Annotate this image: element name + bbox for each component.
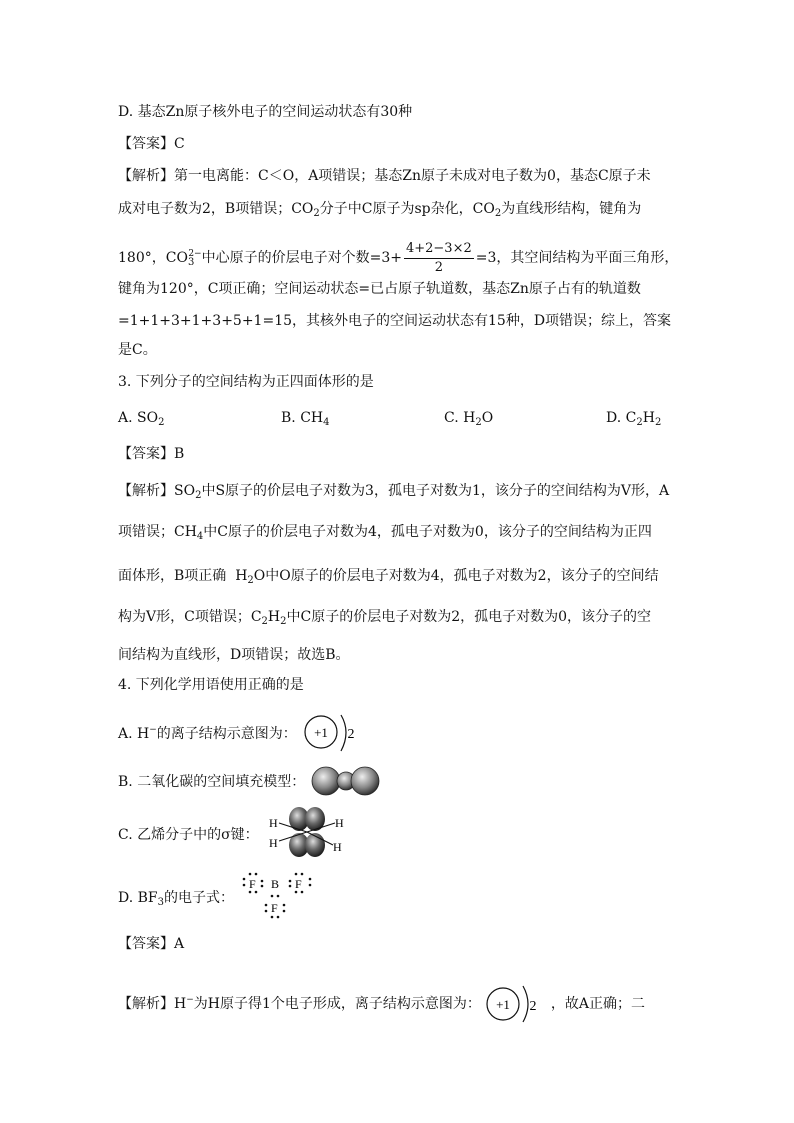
q3-explanation-line2: 项错误；$CH_4$中C原子的价层电子对数为4，孤电子对数为0，该分子的空间结构为正四 bbox=[118, 524, 652, 542]
q2-explanation-line4: 键角为120°，C项正确；空间运动状态=已占原子轨道数，基态Zn原子占有的轨道数 bbox=[118, 281, 641, 297]
q3-option-b: B. $CH_4$ bbox=[281, 410, 330, 428]
q3-answer: 【答案】B bbox=[118, 446, 185, 462]
q3-option-c: C. $H_2O$ bbox=[444, 410, 494, 428]
q3-explanation-line4: 构为V形，C项错误；$C_2H_2$中C原子的价层电子对数为2，孤电子对数为0，该分子的空 bbox=[118, 609, 652, 627]
svg-text:B: B bbox=[271, 877, 280, 891]
bf3-electron-formula bbox=[238, 870, 322, 920]
ion-structure-diagram-inline bbox=[485, 982, 547, 1026]
q4-stem: 4. 下列化学用语使用正确的是 bbox=[118, 677, 304, 693]
ion-core-label: +1 bbox=[314, 725, 328, 740]
q2-explanation-line5: =1+1+3+1+3+5+1=15，其核外电子的空间运动状态有15种，D项错误；综上，答案 bbox=[118, 313, 672, 329]
q4-option-c: C. 乙烯分子中的σ键： bbox=[118, 827, 259, 843]
q4-explanation-line1: 【解析】H−为H原子得1个电子形成，离子结构示意图为： +1 2 ，故A正确；二 bbox=[118, 982, 645, 1026]
svg-text:F: F bbox=[249, 877, 256, 891]
svg-text:+1: +1 bbox=[495, 997, 510, 1012]
q4-option-a: A. H−的离子结构示意图为： bbox=[118, 725, 297, 742]
svg-text:F: F bbox=[271, 901, 278, 915]
q2-explanation-line1: 【解析】第一电离能：C＜O，A项错误；基态Zn原子未成对电子数为0，基态C原子未 bbox=[118, 168, 651, 184]
q4-option-b: B. 二氧化碳的空间填充模型： bbox=[118, 774, 306, 790]
q2-explanation-line6: 是C。 bbox=[118, 342, 157, 358]
q2-explanation-line3: 180°，$CO_3^{2-}$中心原子的价层电子对个数=3+ $\frac{4+2-3\times 2}{2}$ =3，其空间结构为平面三角形， bbox=[118, 240, 679, 275]
q2-explanation-line2: 成对电子数为2，B项错误；$CO_2$分子中C原子为sp杂化，$CO_2$为直线形结构，键角为 bbox=[118, 201, 642, 219]
q3-explanation-line3: 面体形，B项正确 $H_2O$中O原子的价层电子对数为4，孤电子对数为2，该分子的空间结 bbox=[118, 568, 659, 586]
svg-text:H: H bbox=[335, 816, 344, 830]
q3-stem: 3. 下列分子的空间结构为正四面体形的是 bbox=[118, 374, 374, 390]
q3-explanation-line5: 间结构为直线形，D项错误；故选B。 bbox=[118, 647, 350, 663]
q3-explanation-line1: 【解析】$SO_2$中S原子的价层电子对数为3，孤电子对数为1，该分子的空间结构为V形，A bbox=[118, 483, 670, 501]
svg-text:2: 2 bbox=[529, 999, 537, 1014]
svg-text:H: H bbox=[269, 816, 278, 830]
svg-text:F: F bbox=[295, 877, 302, 891]
svg-text:H: H bbox=[333, 840, 342, 854]
q4-option-d: D. $BF_3$的电子式： bbox=[118, 890, 235, 908]
q4-answer: 【答案】A bbox=[118, 936, 185, 952]
q2-option-d: D. 基态Zn原子核外电子的空间运动状态有30种 bbox=[118, 104, 413, 120]
ethylene-sigma-bond-diagram bbox=[265, 803, 355, 867]
ion-structure-diagram bbox=[303, 711, 365, 755]
ion-shell-label: 2 bbox=[347, 727, 355, 742]
svg-text:H: H bbox=[269, 836, 278, 850]
q2-answer: 【答案】C bbox=[118, 136, 185, 152]
q3-option-a: A. $SO_2$ bbox=[118, 410, 165, 428]
fraction: $\frac{4+2-3\times 2}{2}$ bbox=[405, 240, 472, 275]
co2-space-filling-model bbox=[310, 764, 382, 798]
q3-option-d: D. $C_2H_2$ bbox=[606, 410, 662, 428]
